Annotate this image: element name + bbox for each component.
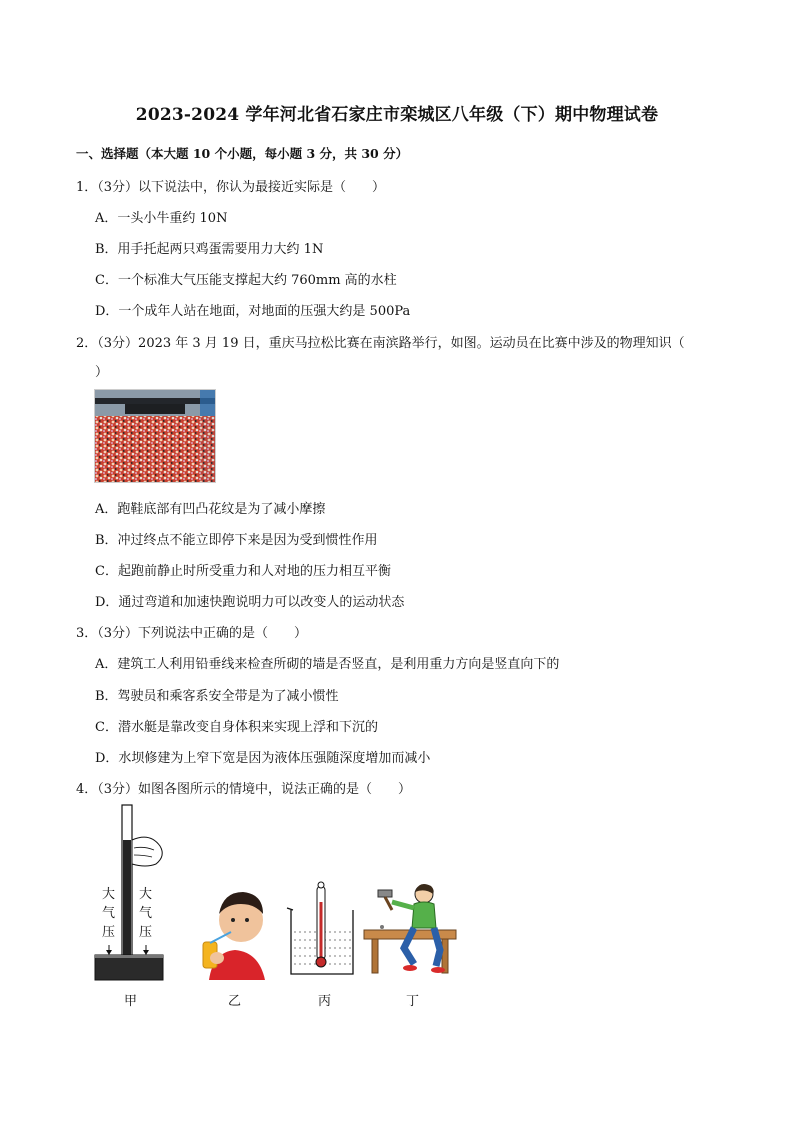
question-2-option-a: A．跑鞋底部有凹凸花纹是为了减小摩擦	[95, 502, 326, 517]
atm-label-left: 大 气 压	[102, 887, 116, 940]
question-3-option-c: C．潜水艇是靠改变自身体积来实现上浮和下沉的	[95, 720, 378, 735]
question-1-option-d: D．一个成年人站在地面，对地面的压强大约是 500Pa	[95, 304, 411, 319]
question-1-option-b: B．用手托起两只鸡蛋需要用力大约 1N	[95, 242, 324, 257]
question-1-stem: 1．（3分）以下说法中，你认为最接近实际是（ ）	[76, 180, 386, 195]
atm-label-right: 大 气 压	[139, 887, 153, 940]
marathon-crowd-photo	[94, 389, 216, 483]
question-1-option-a: A．一头小牛重约 10N	[95, 211, 228, 226]
figure-bing-thermometer-beaker	[285, 880, 360, 978]
figure-yi-boy-straw	[195, 888, 277, 980]
question-2-option-c: C．起跑前静止时所受重力和人对地的压力相互平衡	[95, 564, 391, 579]
figure-label-bing: 丙	[318, 994, 332, 1009]
figure-label-yi: 乙	[228, 994, 242, 1009]
figure-label-jia: 甲	[124, 994, 138, 1009]
question-1-option-c: C．一个标准大气压能支撑起大约 760mm 高的水柱	[95, 273, 397, 288]
figure-ding-man-hammering	[358, 880, 458, 978]
question-2-option-d: D．通过弯道和加速快跑说明力可以改变人的运动状态	[95, 595, 405, 610]
question-2-stem: 2．（3分）2023 年 3 月 19 日，重庆马拉松比赛在南滨路举行，如图。运动员在比赛中涉及的物理知识（	[76, 336, 685, 351]
question-3-stem: 3．（3分）下列说法中正确的是（ ）	[76, 626, 308, 641]
question-3-option-d: D．水坝修建为上窄下宽是因为液体压强随深度增加而减小	[95, 751, 431, 766]
question-3-option-a: A．建筑工人利用铅垂线来检查所砌的墙是否竖直，是利用重力方向是竖直向下的	[95, 657, 560, 672]
section-heading: 一、选择题（本大题 10 个小题，每小题 3 分，共 30 分）	[76, 146, 409, 161]
question-3-option-b: B．驾驶员和乘客系安全带是为了减小惯性	[95, 689, 339, 704]
page-title: 2023-2024 学年河北省石家庄市栾城区八年级（下）期中物理试卷	[135, 105, 659, 125]
question-2-option-b: B．冲过终点不能立即停下来是因为受到惯性作用	[95, 533, 378, 548]
question-4-stem: 4．（3分）如图各图所示的情境中，说法正确的是（ ）	[76, 782, 412, 797]
figure-label-ding: 丁	[406, 994, 420, 1009]
question-2-stem-continuation: ）	[95, 365, 109, 380]
